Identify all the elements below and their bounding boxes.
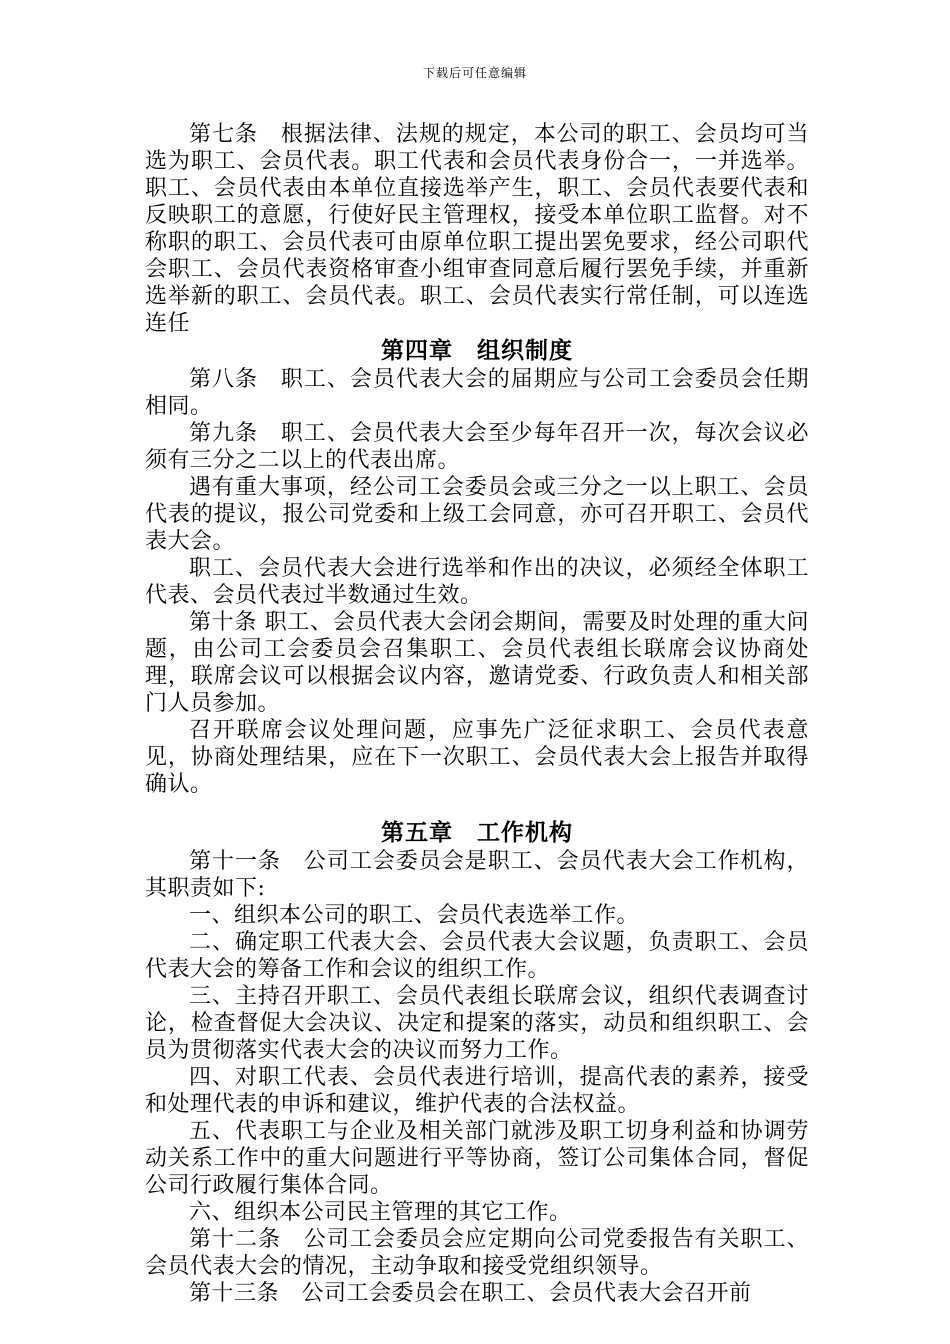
duty-5-paragraph: 五、代表职工与企业及相关部门就涉及职工切身利益和协调劳动关系工作中的重大问题进行平等协商，签订公司集体合同，督促公司行政履行集体合同。 (145, 1119, 809, 1198)
duty-3-paragraph: 三、主持召开职工、会员代表组长联席会议，组织代表调查讨论，检查督促大会决议、决定和提案的落实，动员和组织职工、会员为贯彻落实代表大会的决议而努力工作。 (145, 984, 809, 1063)
document-body (145, 121, 809, 1307)
major-matters-paragraph: 遇有重大事项，经公司工会委员会或三分之一以上职工、会员代表的提议，报公司党委和上级工会同意，亦可召开职工、会员代表大会。 (145, 475, 809, 554)
article-10-paragraph: 第十条 职工、会员代表大会闭会期间，需要及时处理的重大问题，由公司工会委员会召集职工、会员代表组长联席会议协商处理，联席会议可以根据会议内容，邀请党委、行政负责人和相关部门人员参加。 (145, 610, 809, 716)
joint-meeting-paragraph: 召开联席会议处理问题，应事先广泛征求职工、会员代表意见，协商处理结果，应在下一次职工、会员代表大会上报告并取得确认。 (145, 718, 809, 797)
chapter-5-heading: 第五章 工作机构 (381, 819, 573, 846)
duty-6-paragraph: 六、组织本公司民主管理的其它工作。 (189, 1200, 572, 1225)
duty-4-paragraph: 四、对职工代表、会员代表进行培训，提高代表的素养，接受和处理代表的申诉和建议，维护代表的合法权益。 (145, 1065, 809, 1117)
article-11-paragraph: 第十一条 公司工会委员会是职工、会员代表大会工作机构，其职责如下: (145, 849, 809, 901)
resolution-paragraph: 职工、会员代表大会进行选举和作出的决议，必须经全体职工代表、会员代表过半数通过生效。 (145, 556, 809, 608)
chapter-4-heading: 第四章 组织制度 (381, 337, 573, 364)
article-7-paragraph: 第七条 根据法律、法规的规定，本公司的职工、会员均可当选为职工、会员代表。职工代表和会员代表身份合一，一并选举。职工、会员代表由本单位直接选举产生，职工、会员代表要代表和反映职工的意愿，行使好民主管理权，接受本单位职工监督。对不称职的职工、会员代表可由原单位职工提出罢免要求，经公司职代会职工、会员代表资格审查小组审查同意后履行罢免手续，并重新选举新的职工、会员代表。职工、会员代表实行常任制，可以连选连任 (145, 122, 809, 336)
article-9-paragraph: 第九条 职工、会员代表大会至少每年召开一次，每次会议必须有三分之二以上的代表出席。 (145, 421, 809, 473)
article-13-paragraph: 第十三条 公司工会委员会在职工、会员代表大会召开前 (189, 1281, 752, 1306)
page-header: 下载后可任意编辑 (422, 66, 527, 80)
duty-2-paragraph: 二、确定职工代表大会、会员代表大会议题，负责职工、会员代表大会的筹备工作和会议的组织工作。 (145, 930, 809, 982)
article-8-paragraph: 第八条 职工、会员代表大会的届期应与公司工会委员会任期相同。 (145, 367, 809, 419)
article-12-paragraph: 第十二条 公司工会委员会应定期向公司党委报告有关职工、会员代表大会的情况，主动争取和接受党组织领导。 (145, 1227, 809, 1279)
duty-1-paragraph: 一、组织本公司的职工、会员代表选举工作。 (189, 903, 640, 928)
